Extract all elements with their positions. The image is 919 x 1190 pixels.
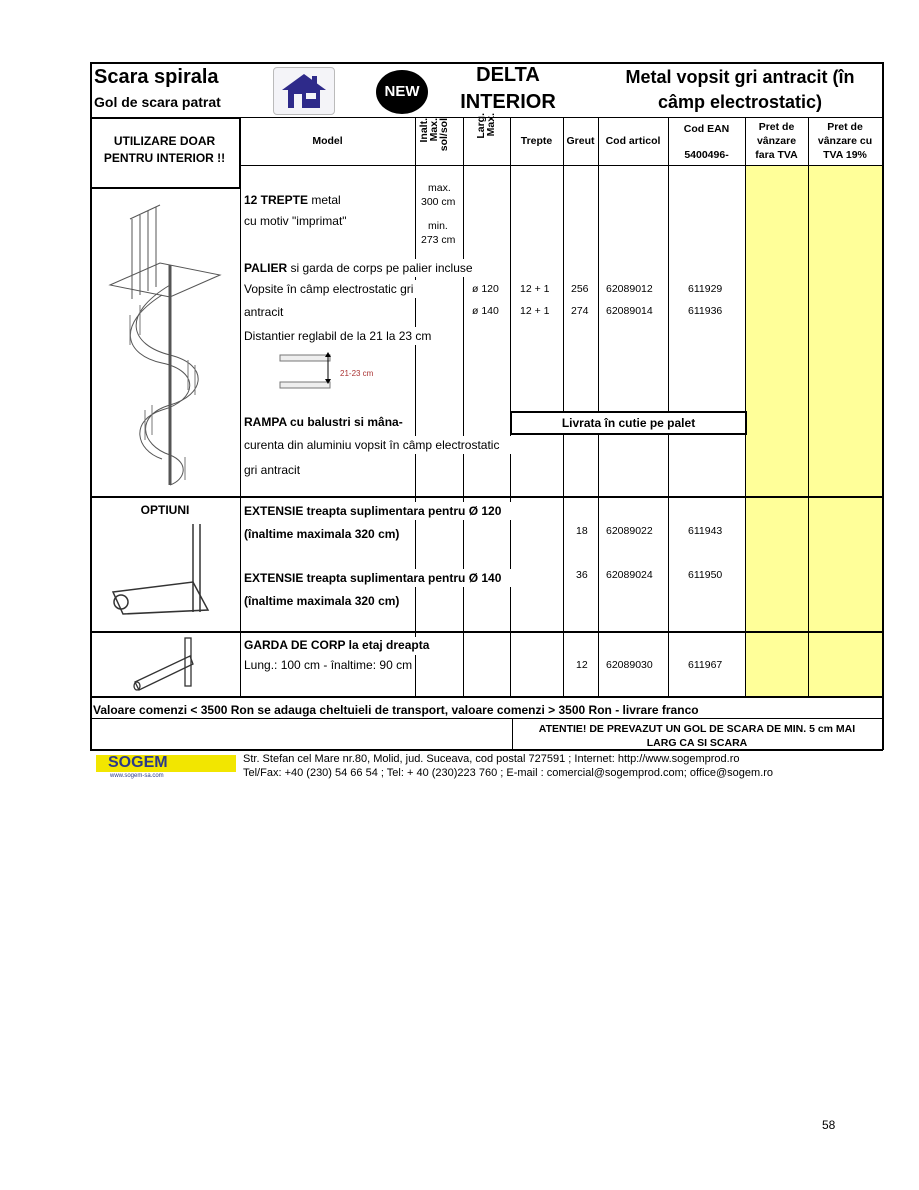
ean: 611936	[688, 305, 723, 317]
page-number: 58	[822, 1118, 836, 1132]
cod-articol: 62089022	[606, 525, 653, 537]
min-label: min.	[428, 220, 448, 232]
ext120-height: (înaltime maximala 320 cm)	[244, 527, 400, 541]
contact: Tel/Fax: +40 (230) 54 66 54 ; Tel: + 40 (230)223 760 ; E-mail : comercial@sogemprod.com; office@sogem.ro	[243, 767, 774, 779]
railing-image	[130, 636, 210, 697]
ean: 611950	[688, 569, 723, 581]
cod-articol: 62089024	[606, 569, 653, 581]
warning-line2: LARG CA SI SCARA	[646, 737, 748, 749]
min-value: 273 cm	[421, 234, 456, 246]
ean: 611943	[688, 525, 723, 537]
trepte: 12 + 1	[520, 283, 550, 295]
palier-desc: PALIER si garda de corps pe palier incluse	[244, 261, 473, 275]
max-value: 300 cm	[421, 196, 456, 208]
col-ean: Cod EAN	[683, 123, 730, 135]
gri-desc: gri antracit	[244, 463, 301, 477]
distantier-desc: Distantier reglabil de la 21 la 23 cm	[244, 329, 432, 343]
col-inalt: Inalt. Max. sol/sol	[418, 118, 450, 152]
antracit-desc: antracit	[244, 305, 284, 319]
greut: 274	[571, 305, 589, 317]
greut: 12	[576, 659, 588, 671]
diagram-label: 21-23 cm	[340, 369, 374, 378]
warning-line1: ATENTIE! DE PREVAZUT UN GOL DE SCARA DE MIN. 5 cm MAI	[538, 723, 856, 735]
ext140-height: (înaltime maximala 320 cm)	[244, 594, 400, 608]
vopsite-desc: Vopsite în câmp electrostatic gri	[244, 282, 414, 296]
garda-dims: Lung.: 100 cm - înaltime: 90 cm	[244, 658, 413, 672]
logo-url: www.sogem-sa.com	[110, 773, 164, 779]
finish-line2: câmp electrostatic)	[657, 92, 823, 112]
ext140-desc: EXTENSIE treapta suplimentara pentru Ø 140	[244, 571, 502, 585]
greut: 256	[571, 283, 589, 295]
delivery-note: Livrata în cutie pe palet	[510, 411, 747, 435]
extension-step-image	[108, 522, 218, 627]
col-trepte: Trepte	[520, 135, 553, 147]
col-cod-articol: Cod articol	[605, 135, 661, 147]
house-icon	[273, 67, 335, 115]
col-ean-prefix: 5400496-	[684, 149, 729, 161]
sogem-logo: SOGEM	[96, 755, 236, 772]
model-name-line2: INTERIOR	[460, 91, 556, 113]
motiv-desc: cu motiv "imprimat"	[244, 214, 347, 228]
usage-note-line2: PENTRU INTERIOR !!	[103, 151, 226, 165]
ean: 611967	[688, 659, 723, 671]
larg: ø 120	[472, 283, 499, 295]
transport-note: Valoare comenzi < 3500 Ron se adauga cheltuieli de transport, valoare comenzi > 3500 Ron - livrare franco	[93, 703, 699, 717]
address: Str. Stefan cel Mare nr.80, Molid, jud. Suceava, cod postal 727591 ; Internet: http://www.sogemprod.ro	[243, 753, 740, 765]
new-badge: NEW	[376, 70, 428, 114]
col-greut: Greut	[566, 135, 595, 147]
max-label: max.	[428, 182, 451, 194]
cod-articol: 62089030	[606, 659, 653, 671]
price-columns-bg	[745, 165, 882, 697]
cod-articol: 62089012	[606, 283, 653, 295]
spiral-staircase-image	[100, 195, 230, 495]
finish-line1: Metal vopsit gri antracit (în	[625, 67, 855, 87]
col-larg: Larg. Max.	[475, 113, 497, 139]
curenta-desc: curenta din aluminiu vopsit în câmp electrostatic	[244, 438, 500, 452]
page-subtitle: Gol de scara patrat	[94, 94, 221, 110]
page-title: Scara spirala	[94, 66, 219, 88]
ean: 611929	[688, 283, 723, 295]
trepte: 12 + 1	[520, 305, 550, 317]
options-label: OPTIUNI	[140, 503, 190, 517]
col-model: Model	[312, 135, 343, 147]
col-price-vat: Pret de vânzare cu TVA 19%	[817, 121, 873, 161]
model-name-line1: DELTA	[476, 64, 540, 86]
ext120-desc: EXTENSIE treapta suplimentara pentru Ø 120	[244, 504, 502, 518]
greut: 18	[576, 525, 588, 537]
rampa-desc: RAMPA cu balustri si mâna-	[244, 415, 403, 429]
greut: 36	[576, 569, 588, 581]
larg: ø 140	[472, 305, 499, 317]
col-price-no-vat: Pret de vânzare fara TVA	[755, 121, 798, 161]
garda-title: GARDA DE CORP la etaj dreapta	[244, 638, 430, 652]
cod-articol: 62089014	[606, 305, 653, 317]
trepte-desc: 12 TREPTE metal	[244, 193, 341, 207]
usage-note-line1: UTILIZARE DOAR	[113, 134, 216, 148]
